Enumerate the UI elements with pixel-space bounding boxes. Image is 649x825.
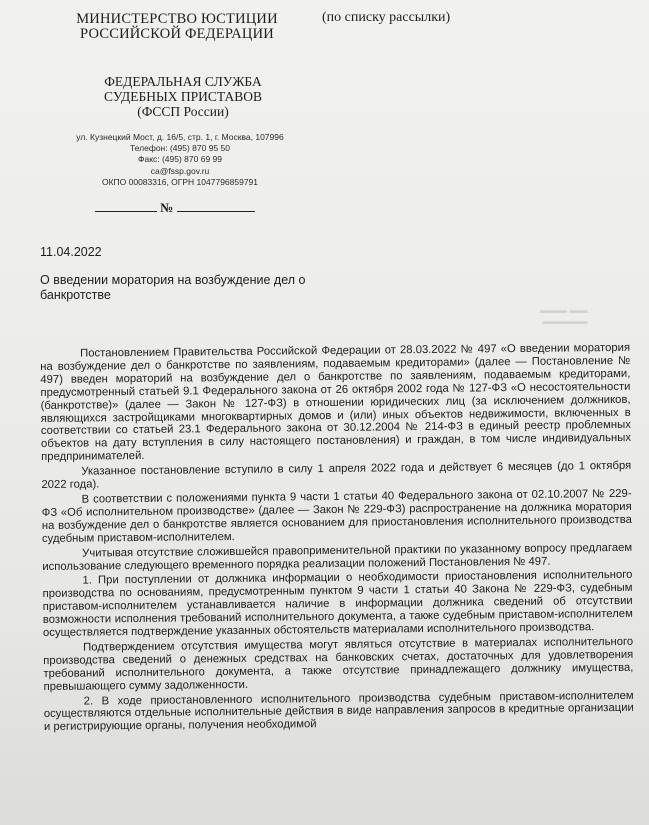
ministry-header xyxy=(64,12,290,42)
email: ca@fssp.gov.ru xyxy=(150,165,210,176)
body-paragraph: Указанное постановление вступило в силу 1 апреля 2022 года и действует 6 месяцев (до 1 октября 2022 года). xyxy=(41,459,632,492)
service-line-1: ФЕДЕРАЛЬНАЯ СЛУЖБА xyxy=(104,74,262,89)
body-paragraph: 2. В ходе приостановленного исполнительного производства судебным приставом-исполнителем осуществляются отдельные исполнительные действия в виде направления запросов в кредитные организации и регистрирующие органы, получения необходимой xyxy=(43,689,634,734)
body-paragraph: В соответствии с положениями пункта 9 части 1 статьи 40 Федерального закона от 02.10.2007 № 229-ФЗ «Об исполнительном производстве» (далее — Закон № 229-ФЗ) распространение на должника моратория на возбуждение дел о банкротстве является основанием для приостановления исполнительного производства судебным приставом-исполнителем. xyxy=(41,487,632,545)
letter-subject: О введении моратория на возбуждение дел о банкротстве xyxy=(40,273,306,302)
address: ул. Кузнецкий Мост, д. 16/5, стр. 1, г. Москва, 107996 xyxy=(76,132,284,142)
letter-body xyxy=(40,342,634,736)
body-paragraph: 1. При поступлении от должника информации о необходимости приостановления исполнительного производства по основаниям, предусмотренным пунктом 9 части 1 статьи 40 Закона № 229-ФЗ, судебным приставом-исполнителем устанавливается наличие в информации должника сведений об отсутствии возможности исполнения требований исполнительного документа, а также судебным приставом-исполнителем осуществляется подтверждение указанных обстоятельств материалами исполнительного производства. xyxy=(42,569,633,640)
registration-line xyxy=(95,200,255,216)
ministry-line-2: РОССИЙСКОЙ ФЕДЕРАЦИИ xyxy=(80,26,274,42)
service-line-2: СУДЕБНЫХ ПРИСТАВОВ xyxy=(104,89,262,104)
ministry-line-1: МИНИСТЕРСТВО ЮСТИЦИИ xyxy=(76,11,278,27)
phone: Телефон: (495) 870 95 50 xyxy=(129,143,230,154)
number-sign: № xyxy=(160,200,174,215)
body-paragraph: Подтверждением отсутствия имущества могут являться отсутствие в материалах исполнительного производства сведений о денежных средствах на банковских счетах, достаточных для удовлетворения требований исполнительного документа, а также отсутствие принадлежащего должнику имущества, превышающего сумму задолженности. xyxy=(43,635,634,693)
show-through-text: ▬▬▬ ▬▬ ▬▬▬▬▬ xyxy=(540,305,588,326)
date-blank xyxy=(95,200,157,212)
registry-codes: ОКПО 00083316, ОГРН 1047796859791 xyxy=(101,176,259,187)
body-paragraph: Учитывая отсутствие сложившейся правоприменительной практики по указанному вопросу предлагаем использование следующего временного порядка реализации положений Постановления № 497. xyxy=(42,541,633,573)
fax: Факс: (495) 870 69 99 xyxy=(138,154,222,165)
service-header xyxy=(76,74,290,119)
contacts-block xyxy=(40,132,320,188)
service-line-3: (ФССП России) xyxy=(137,104,229,119)
number-blank xyxy=(177,200,255,212)
addressee: (по списку рассылки) xyxy=(322,10,451,25)
body-paragraph: Постановлением Правительства Российской Федерации от 28.03.2022 № 497 «О введении моратория на возбуждение дел о банкротстве по заявлениям, подаваемым кредиторами» (далее — Постановление № 497) введен мораторий на возбуждение дел о банкротстве по заявлениям, подаваемым кредиторами, предусмотренный статьей 9.1 Федерального закона от 26 октября 2002 года № 127-ФЗ «О несостоятельности (банкротстве)» (далее — Закон № 127-ФЗ) в отношении юридических лиц (за исключением должников, являющихся застройщиками многоквартирных домов и (или) иных объектов недвижимости, включенных в соответствии со статьей 23.1 Федерального закона от 30.12.2004 № 214-ФЗ в единый реестр проблемных объектов на дату вступления в силу настоящего постановления) и граждан, в том числе индивидуальных предпринимателей. xyxy=(40,341,632,464)
letter-date: 11.04.2022 xyxy=(40,245,102,259)
